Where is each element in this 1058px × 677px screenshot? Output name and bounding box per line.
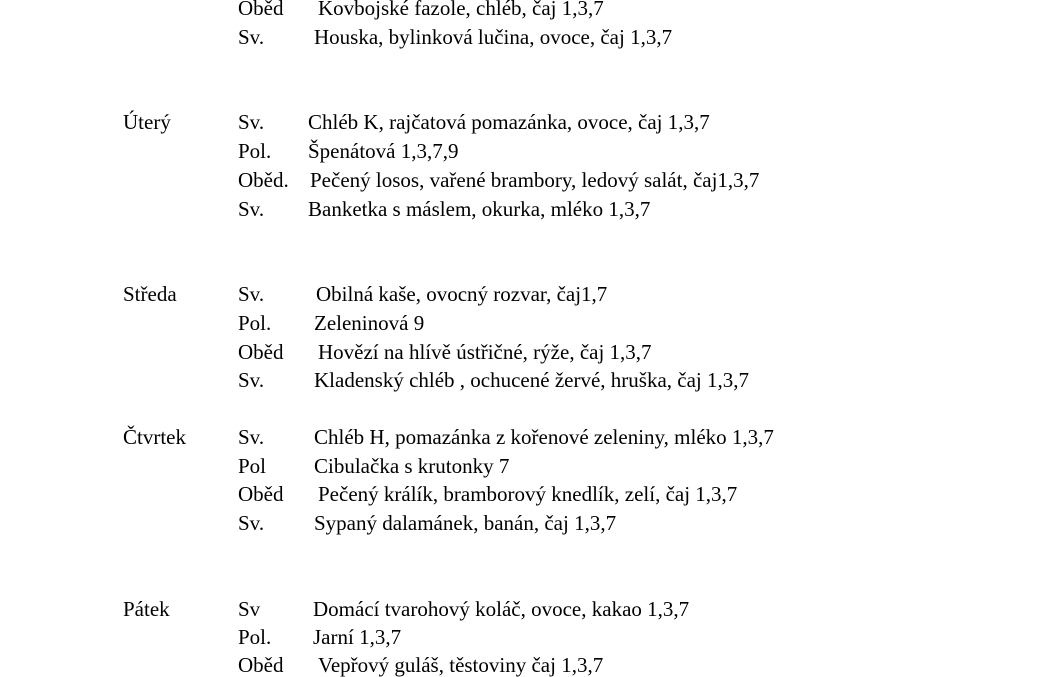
menu-item-text: Špenátová 1,3,7,9 (308, 139, 459, 163)
menu-item-text: Sypaný dalamánek, banán, čaj 1,3,7 (314, 511, 617, 535)
meal-label: Pol. (238, 311, 272, 335)
menu-item-text: Chléb H, pomazánka z kořenové zeleniny, mléko 1,3,7 (314, 425, 774, 449)
day-label-wednesday: Středa (123, 282, 177, 306)
meal-label: Sv. (238, 368, 265, 392)
menu-item-text: Obilná kaše, ovocný rozvar, čaj1,7 (316, 282, 608, 306)
menu-item-text: Cibulačka s krutonky 7 (314, 454, 510, 478)
menu-item-text: Jarní 1,3,7 (313, 625, 402, 649)
meal-label: Pol. (238, 139, 272, 163)
meal-label: Oběd (238, 0, 284, 20)
meal-label: Sv. (238, 511, 265, 535)
meal-label: Oběd (238, 653, 284, 677)
menu-item-text: Houska, bylinková lučina, ovoce, čaj 1,3,7 (314, 25, 673, 49)
meal-label: Sv. (238, 25, 265, 49)
meal-label: Sv. (238, 110, 265, 134)
menu-item-text: Hovězí na hlívě ústřičné, rýže, čaj 1,3,7 (318, 340, 652, 364)
menu-item-text: Banketka s máslem, okurka, mléko 1,3,7 (308, 197, 651, 221)
day-label-thursday: Čtvrtek (123, 425, 186, 449)
menu-item-text: Chléb K, rajčatová pomazánka, ovoce, čaj 1,3,7 (308, 110, 710, 134)
meal-label: Oběd (238, 482, 284, 506)
menu-item-text: Pečený losos, vařené brambory, ledový salát, čaj1,3,7 (310, 168, 760, 192)
meal-label: Pol. (238, 625, 272, 649)
meal-label: Sv. (238, 282, 265, 306)
meal-label: Sv. (238, 197, 265, 221)
meal-label: Pol (238, 454, 267, 478)
menu-item-text: Kovbojské fazole, chléb, čaj 1,3,7 (318, 0, 604, 20)
menu-item-text: Zeleninová 9 (314, 311, 425, 335)
meal-label: Sv. (238, 425, 265, 449)
menu-item-text: Kladenský chléb , ochucené žervé, hruška, čaj 1,3,7 (314, 368, 749, 392)
day-label-tuesday: Úterý (123, 110, 171, 134)
day-label-friday: Pátek (123, 597, 170, 621)
meal-label: Oběd (238, 340, 284, 364)
meal-label: Oběd. (238, 168, 289, 192)
meal-label: Sv (238, 597, 261, 621)
menu-item-text: Vepřový guláš, těstoviny čaj 1,3,7 (318, 653, 604, 677)
menu-item-text: Pečený králík, bramborový knedlík, zelí, čaj 1,3,7 (318, 482, 738, 506)
menu-item-text: Domácí tvarohový koláč, ovoce, kakao 1,3,7 (313, 597, 690, 621)
